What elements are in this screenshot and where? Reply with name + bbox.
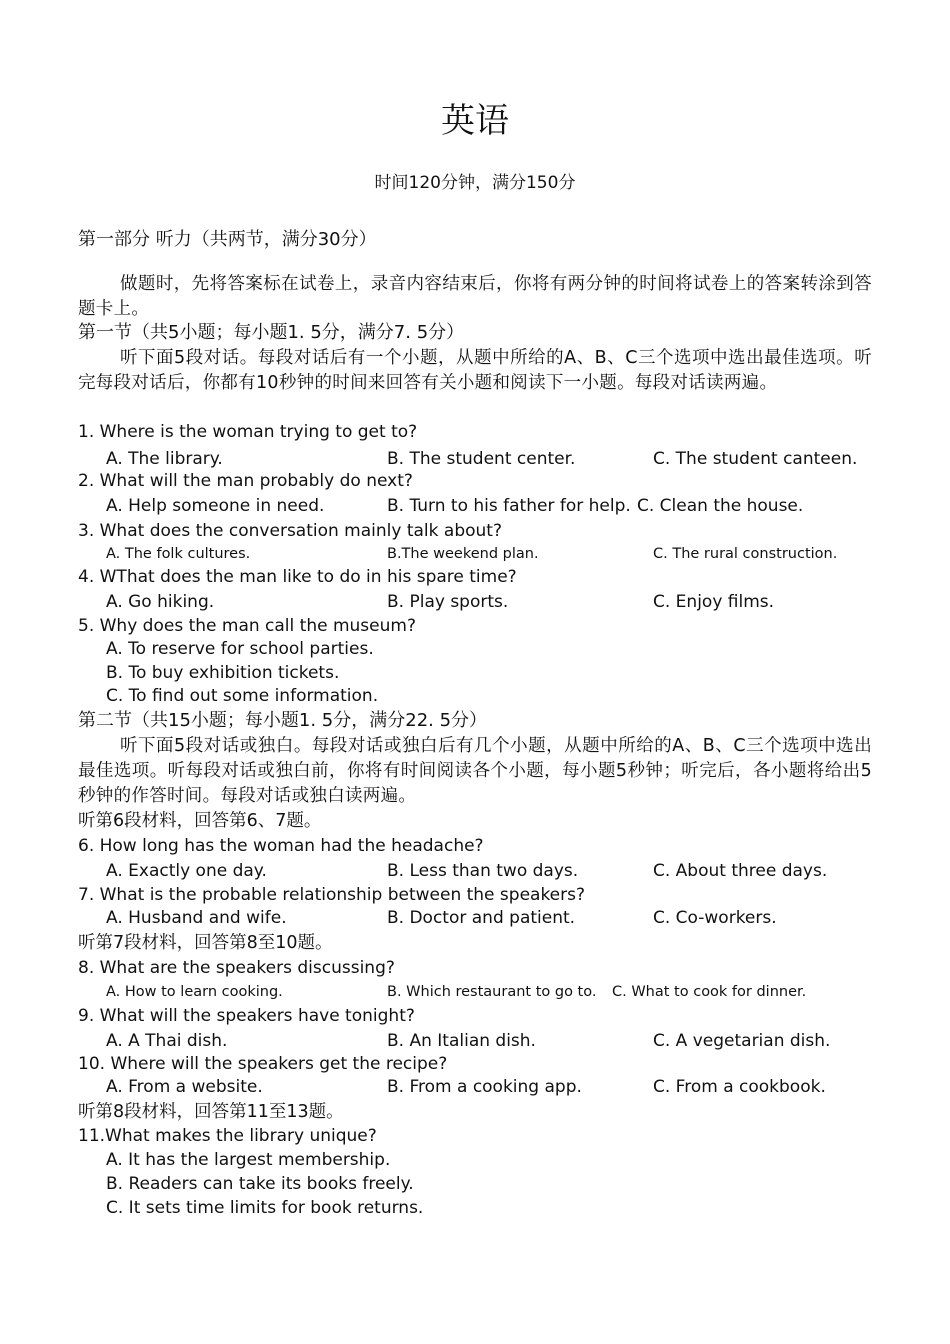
option-b: B. The student center. [387,449,576,469]
option-c: C. From a cookbook. [653,1077,826,1097]
exam-time-info: 时间120分钟，满分150分 [374,173,576,193]
option-c: C. A vegetarian dish. [653,1031,831,1051]
question-stem: 3. What does the conversation mainly talk about? [78,521,502,541]
option-b: B. From a cooking app. [387,1077,582,1097]
question-stem: 6. How long has the woman had the headache? [78,836,484,856]
option-c: C. It sets time limits for book returns. [106,1198,424,1218]
section1-instructions: 听下面5段对话。每段对话后有一个小题，从题中所给的A、B、C三个选项中选出最佳选项。听完每段对话后，你都有10秒钟的时间来回答有关小题和阅读下一小题。每段对话读两遍。 [78,348,872,393]
question-stem: 10. Where will the speakers get the recipe? [78,1054,448,1074]
option-b: B. Play sports. [387,592,509,612]
section1-heading: 第一节（共5小题；每小题1. 5分，满分7. 5分） [78,322,465,343]
section2-heading: 第二节（共15小题；每小题1. 5分，满分22. 5分） [78,710,488,731]
section2-instructions: 听下面5段对话或独白。每段对话或独白后有几个小题，从题中所给的A、B、C三个选项中选出最佳选项。听每段对话或独白前，你将有时间阅读各个小题，每小题5秒钟；听完后，各小题将给出5秒钟的作答时间。每段对话或独白读两遍。 [78,736,872,806]
option-a: A. How to learn cooking. [106,984,283,1000]
option-b: B.The weekend plan. [387,546,539,562]
material-8-heading: 听第8段材料，回答第11至13题。 [78,1102,344,1122]
option-a: A. Go hiking. [106,592,215,612]
question-stem: 8. What are the speakers discussing? [78,958,395,978]
option-a: A. Exactly one day. [106,861,267,881]
option-c: C. About three days. [653,861,828,881]
option-a: A. The folk cultures. [106,546,251,562]
option-b: B. Which restaurant to go to. [387,984,597,1000]
option-b: B. An Italian dish. [387,1031,536,1051]
question-stem: 7. What is the probable relationship between the speakers? [78,885,586,905]
option-c: C. The student canteen. [653,449,858,469]
option-b: B. Doctor and patient. [387,908,576,928]
option-a: A. Help someone in need. [106,496,325,516]
option-b: B. To buy exhibition tickets. [106,663,340,683]
option-c: C. The rural construction. [653,546,838,562]
question-stem: 1. Where is the woman trying to get to? [78,422,418,442]
question-stem: 4. WThat does the man like to do in his spare time? [78,567,517,587]
option-b: B. Less than two days. [387,861,579,881]
option-c: C. To find out some information. [106,686,379,706]
option-a: A. Husband and wife. [106,908,287,928]
option-a: A. It has the largest membership. [106,1150,391,1170]
option-a: A. A Thai dish. [106,1031,228,1051]
part1-heading: 第一部分 听力（共两节，满分30分） [78,229,377,250]
option-b: B. Turn to his father for help. [387,496,631,516]
option-a: A. From a website. [106,1077,263,1097]
option-a: A. To reserve for school parties. [106,639,374,659]
question-stem: 2. What will the man probably do next? [78,471,413,491]
option-c: C. Enjoy films. [653,592,775,612]
option-c: C. What to cook for dinner. [612,984,807,1000]
option-a: A. The library. [106,449,223,469]
option-c: C. Co-workers. [653,908,777,928]
option-b: B. Readers can take its books freely. [106,1174,414,1194]
part1-instructions: 做题时，先将答案标在试卷上，录音内容结束后，你将有两分钟的时间将试卷上的答案转涂到答题卡上。 [78,274,872,319]
question-stem: 11.What makes the library unique? [78,1126,377,1146]
question-stem: 9. What will the speakers have tonight? [78,1006,415,1026]
option-c: C. Clean the house. [637,496,804,516]
material-7-heading: 听第7段材料，回答第8至10题。 [78,933,333,953]
material-6-heading: 听第6段材料，回答第6、7题。 [78,811,322,831]
page-title: 英语 [441,101,509,141]
question-stem: 5. Why does the man call the museum? [78,616,416,636]
